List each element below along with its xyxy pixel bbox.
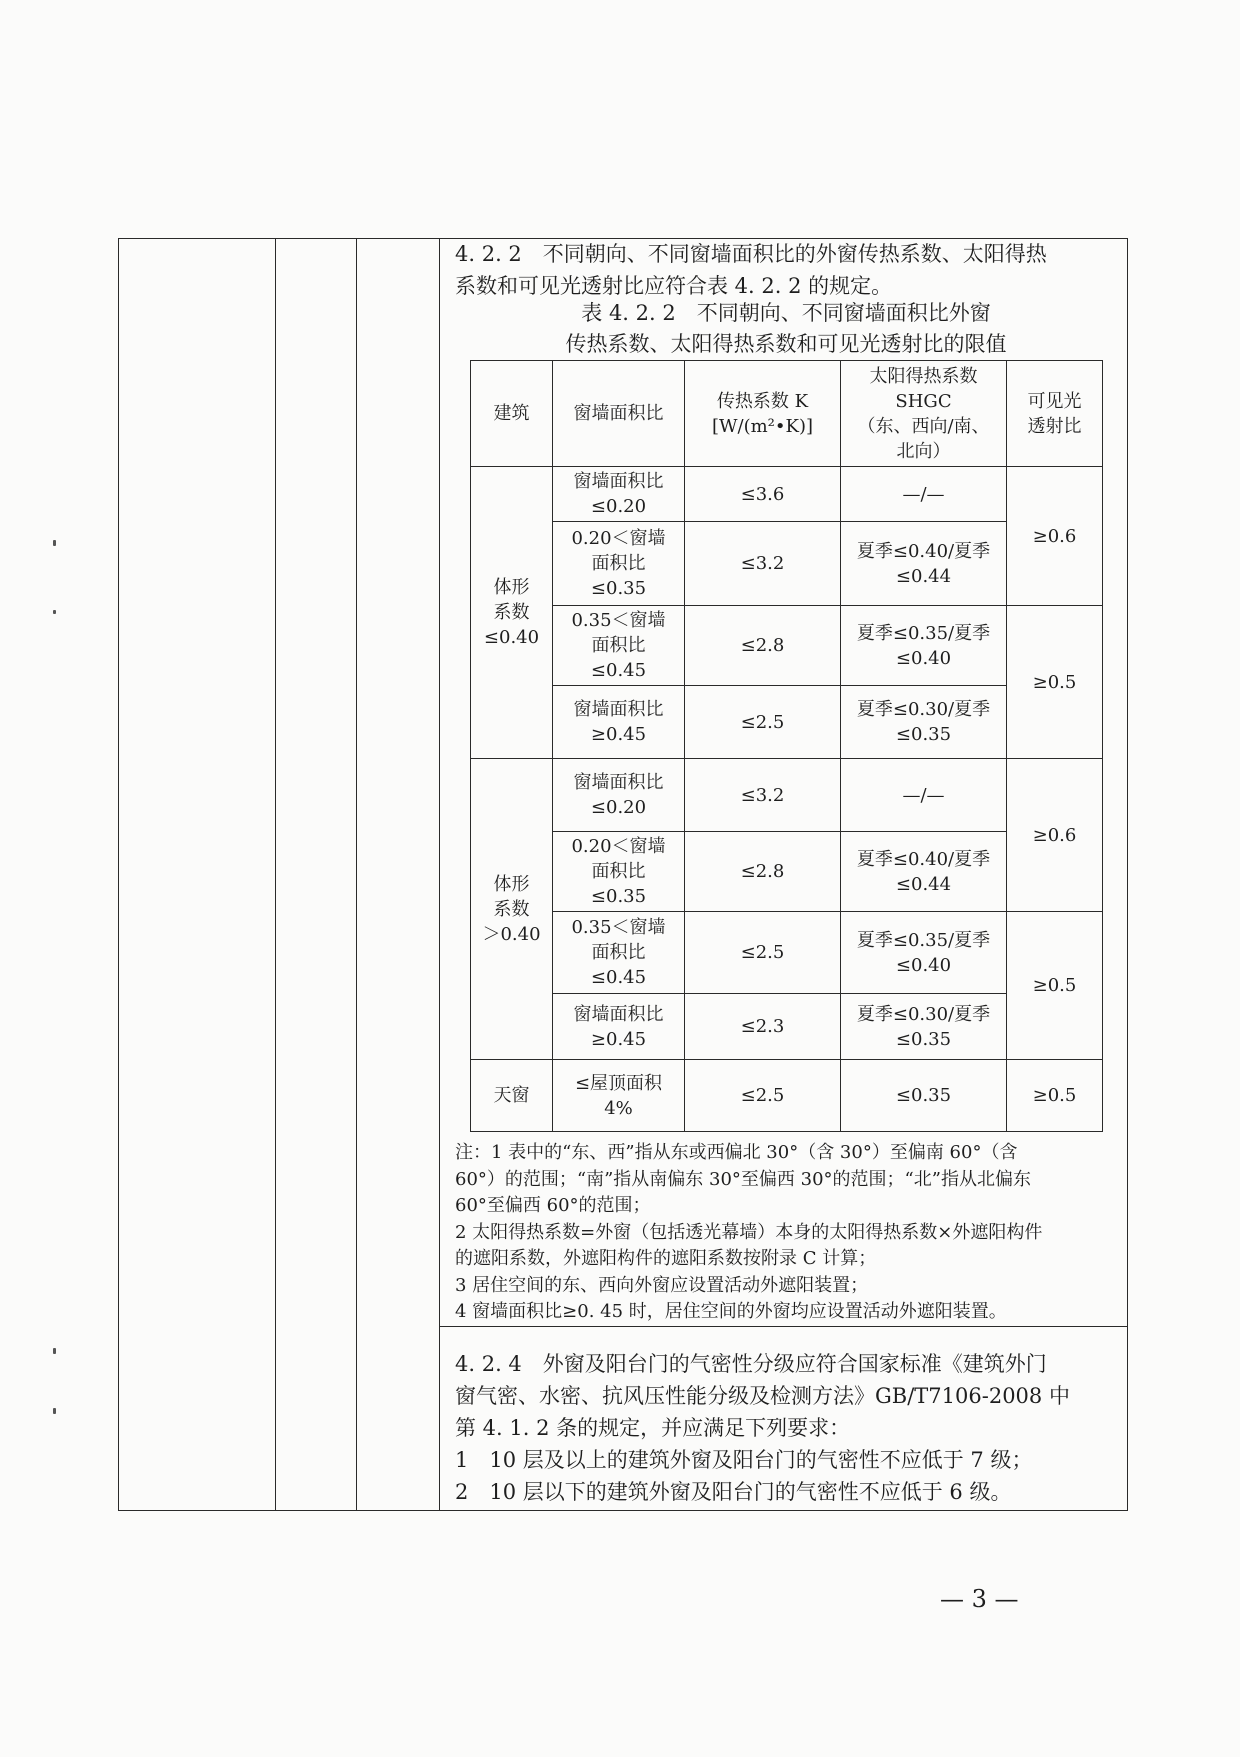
paragraph-line: 窗气密、水密、抗风压性能分级及检测方法》GB/T7106-2008 中 <box>455 1384 1070 1408</box>
section-4-2-2 <box>455 238 1047 302</box>
table-caption-line-2: 传热系数、太阳得热系数和可见光透射比的限值 <box>565 332 1007 356</box>
group-label: 天窗 <box>471 1060 553 1132</box>
scan-speck <box>53 610 56 614</box>
paragraph-line: 第 4. 1. 2 条的规定，并应满足下列要求： <box>455 1416 851 1440</box>
vlt-cell: ≥0.5 <box>1007 606 1103 759</box>
table-row <box>471 467 1103 522</box>
row-divider <box>439 1326 1128 1327</box>
shgc-cell: 夏季≤0.30/夏季 ≤0.35 <box>841 686 1007 759</box>
header-ratio: 窗墙面积比 <box>553 361 685 467</box>
scan-speck <box>53 1408 56 1414</box>
table-notes <box>455 1140 1120 1326</box>
k-cell: ≤2.3 <box>685 994 841 1060</box>
paragraph-line: 2 10 层以下的建筑外窗及阳台门的气密性不应低于 6 级。 <box>455 1480 1012 1504</box>
note-line: 2 太阳得热系数=外窗（包括透光幕墙）本身的太阳得热系数×外遮阳构件 <box>455 1221 1043 1243</box>
ratio-cell: ≤屋顶面积 4% <box>553 1060 685 1132</box>
group-label: 体形 系数 ＞0.40 <box>471 759 553 1060</box>
shgc-cell: —/— <box>841 467 1007 522</box>
shgc-cell: ≤0.35 <box>841 1060 1007 1132</box>
header-shgc: 太阳得热系数 SHGC （东、西向/南、 北向） <box>841 361 1007 467</box>
paragraph-line: 系数和可见光透射比应符合表 4. 2. 2 的规定。 <box>455 274 893 298</box>
vlt-cell: ≥0.5 <box>1007 912 1103 1060</box>
k-cell: ≤3.6 <box>685 467 841 522</box>
k-cell: ≤2.5 <box>685 1060 841 1132</box>
group-label: 体形 系数 ≤0.40 <box>471 467 553 759</box>
ratio-cell: 窗墙面积比 ≥0.45 <box>553 686 685 759</box>
paragraph-line: 4. 2. 2 不同朝向、不同窗墙面积比的外窗传热系数、太阳得热 <box>455 242 1047 266</box>
vlt-cell: ≥0.5 <box>1007 1060 1103 1132</box>
ratio-cell: 窗墙面积比 ≥0.45 <box>553 994 685 1060</box>
ratio-cell: 0.35＜窗墙 面积比 ≤0.45 <box>553 606 685 686</box>
table-row <box>471 759 1103 832</box>
section-4-2-4 <box>455 1348 1120 1508</box>
table-row <box>471 912 1103 994</box>
k-cell: ≤2.8 <box>685 832 841 912</box>
paragraph-line: 1 10 层及以上的建筑外窗及阳台门的气密性不应低于 7 级； <box>455 1448 1033 1472</box>
header-k: 传热系数 K [W/(m²•K)] <box>685 361 841 467</box>
column-divider <box>275 239 276 1510</box>
ratio-cell: 0.20＜窗墙 面积比 ≤0.35 <box>553 522 685 606</box>
ratio-cell: 0.20＜窗墙 面积比 ≤0.35 <box>553 832 685 912</box>
window-limits-table <box>470 360 1103 1132</box>
ratio-cell: 0.35＜窗墙 面积比 ≤0.45 <box>553 912 685 994</box>
scan-speck <box>53 1348 56 1354</box>
scan-speck <box>53 540 56 546</box>
note-line: 60°至偏西 60°的范围； <box>455 1195 651 1216</box>
ratio-cell: 窗墙面积比 ≤0.20 <box>553 759 685 832</box>
k-cell: ≤3.2 <box>685 522 841 606</box>
note-line: 的遮阳系数，外遮阳构件的遮阳系数按附录 C 计算； <box>455 1248 877 1269</box>
table-caption-line-1: 表 4. 2. 2 不同朝向、不同窗墙面积比外窗 <box>581 301 991 325</box>
header-building: 建筑 <box>471 361 553 467</box>
ratio-cell: 窗墙面积比 ≤0.20 <box>553 467 685 522</box>
column-divider <box>439 239 440 1510</box>
table-row <box>471 1060 1103 1132</box>
shgc-cell: —/— <box>841 759 1007 832</box>
k-cell: ≤2.5 <box>685 912 841 994</box>
shgc-cell: 夏季≤0.35/夏季 ≤0.40 <box>841 912 1007 994</box>
vlt-cell: ≥0.6 <box>1007 759 1103 912</box>
shgc-cell: 夏季≤0.30/夏季 ≤0.35 <box>841 994 1007 1060</box>
shgc-cell: 夏季≤0.40/夏季 ≤0.44 <box>841 832 1007 912</box>
note-line: 注：1 表中的“东、西”指从东或西偏北 30°（含 30°）至偏南 60°（含 <box>455 1142 1018 1163</box>
vlt-cell: ≥0.6 <box>1007 467 1103 606</box>
note-line: 3 居住空间的东、西向外窗应设置活动外遮阳装置； <box>455 1274 869 1296</box>
k-cell: ≤2.5 <box>685 686 841 759</box>
note-line: 60°）的范围；“南”指从南偏东 30°至偏西 30°的范围；“北”指从北偏东 <box>455 1168 1031 1190</box>
k-cell: ≤3.2 <box>685 759 841 832</box>
header-vlt: 可见光 透射比 <box>1007 361 1103 467</box>
shgc-cell: 夏季≤0.35/夏季 ≤0.40 <box>841 606 1007 686</box>
page-number: — 3 — <box>940 1585 1019 1613</box>
table-row <box>471 606 1103 686</box>
column-divider <box>356 239 357 1510</box>
table-header-row <box>471 361 1103 467</box>
shgc-cell: 夏季≤0.40/夏季 ≤0.44 <box>841 522 1007 606</box>
k-cell: ≤2.8 <box>685 606 841 686</box>
note-line: 4 窗墙面积比≥0. 45 时，居住空间的外窗均应设置活动外遮阳装置。 <box>455 1301 1007 1322</box>
paragraph-line: 4. 2. 4 外窗及阳台门的气密性分级应符合国家标准《建筑外门 <box>455 1352 1047 1376</box>
